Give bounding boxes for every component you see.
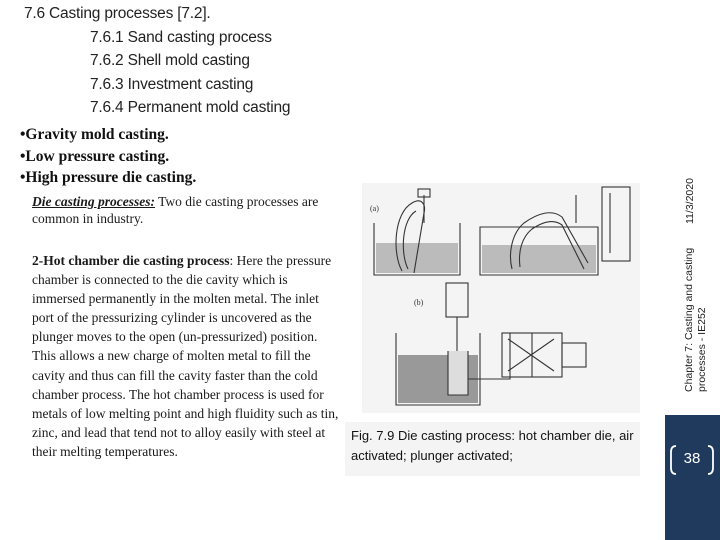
outline-item: 7.6.4 Permanent mold casting — [90, 99, 291, 116]
bullet-item: •Gravity mold casting. — [20, 126, 169, 143]
plunger-chamber — [448, 351, 468, 395]
bullet-item: •High pressure die casting. — [20, 169, 197, 186]
outline-title: 7.6 Casting processes [7.2]. — [24, 5, 211, 22]
sidebar-date: 11/3/2020 — [684, 178, 696, 224]
die-casting-figure — [362, 183, 640, 413]
sidebar-chapter-line2: processes - IE252 — [696, 307, 708, 392]
bullet-list — [20, 124, 196, 189]
die-cross-b — [508, 339, 554, 371]
cylinder-b — [446, 283, 468, 317]
die-casting-drawing — [362, 183, 640, 413]
outline-item: 7.6.1 Sand casting process — [90, 28, 272, 46]
bullet-item: •Low pressure casting. — [20, 147, 170, 165]
label-b: (b) — [414, 298, 424, 307]
page-number: 38 — [683, 450, 701, 467]
section-outline — [24, 2, 290, 120]
ejector-b — [562, 343, 586, 367]
body-text: : Here the pressure chamber is connected to the die cavity which is immersed permanently in the molten metal. The inlet port of the pressurizing cylinder is uncovered as the plunger moves to the open (un-pressurized) position. This allows a new charge of molten metal to fill the cavity and thus can fill the cavity faster than the cold chamber process. The hot chamber process is used for metals of low melting point and high fluidity such as tin, zinc, and lead that tend not to alloy easily with steel at their melting temperatures. — [32, 253, 339, 459]
body-lead: 2-Hot chamber die casting process — [32, 253, 230, 268]
sidebar-chapter-line1: Chapter 7: Casting and casting — [683, 247, 695, 392]
page-number-box — [668, 440, 716, 480]
outline-item: 7.6.3 Investment casting — [90, 75, 254, 93]
outline-item: 7.6.2 Shell mold casting — [90, 52, 250, 69]
intro-term: Die casting processes: — [32, 194, 155, 209]
body-paragraph — [32, 251, 342, 461]
label-a: (a) — [370, 204, 379, 213]
die-block-top — [602, 187, 630, 261]
intro-text: Two die casting processes are common in industry. — [32, 194, 319, 226]
figure-caption: Fig. 7.9 Die casting process: hot chamber die, air activated; plunger activated; — [345, 422, 640, 476]
intro-paragraph — [32, 193, 332, 227]
